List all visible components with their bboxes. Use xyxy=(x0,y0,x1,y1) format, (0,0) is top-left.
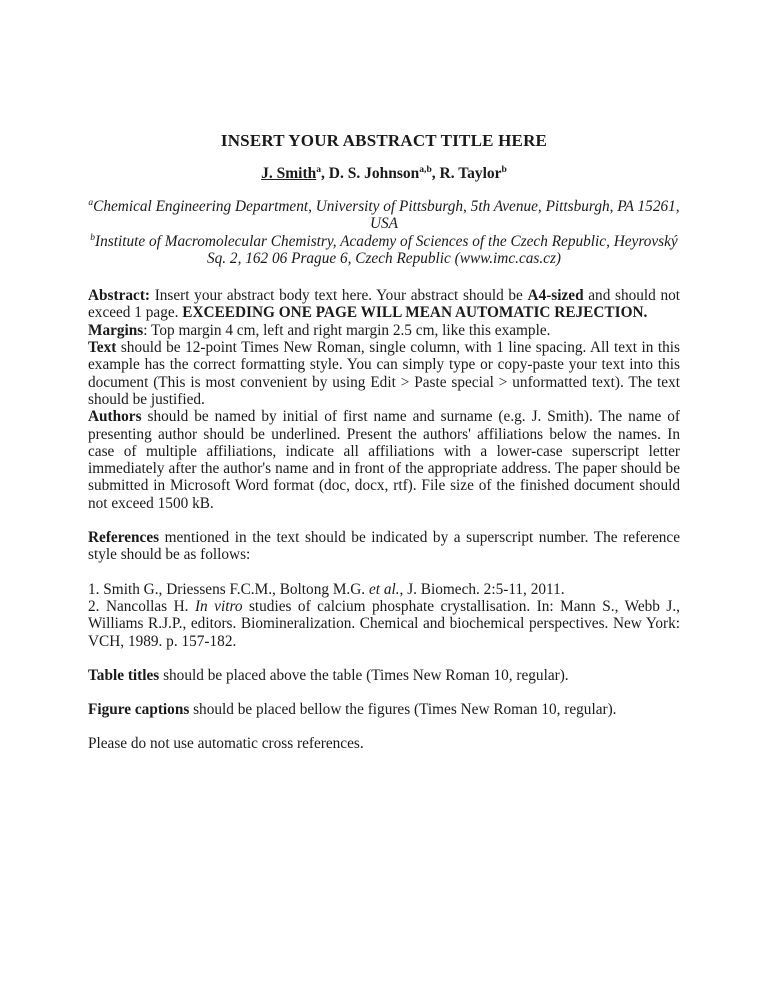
text-run: , R. Taylor xyxy=(431,165,502,182)
text-run: J. Smith xyxy=(261,165,317,182)
paragraph-margins xyxy=(88,322,680,339)
text-run: , J. Biomech. 2:5-11, 2011. xyxy=(399,580,565,598)
text-run: EXCEEDING ONE PAGE WILL MEAN AUTOMATIC REJECTION. xyxy=(182,304,648,322)
document-body xyxy=(88,287,680,753)
paragraph-abstract xyxy=(88,287,680,322)
affiliations-block xyxy=(88,198,680,267)
text-run: a xyxy=(88,197,94,208)
reference-1 xyxy=(88,581,680,598)
text-run: et al. xyxy=(368,580,400,598)
text-run: : Top margin 4 cm, left and right margin 2.5 cm, like this example. xyxy=(143,321,551,339)
text-run: b xyxy=(90,232,96,243)
text-run: Institute of Macromolecular Chemistry, Academy of Sciences of the Czech Republic, Heyrovský Sq. 2, 162 06 Prague 6, Czech Republic (www.imc.cas.cz) xyxy=(95,232,678,267)
paragraph-cross-references xyxy=(88,735,680,752)
text-run: should be 12-point Times New Roman, single column, with 1 line spacing. All text in this example has the correct formatting style. You can simply type or copy-paste your text into this document (This is most convenient by using Edit > Paste special > unformatted text). The text should be justified. xyxy=(88,339,680,408)
text-run: , D. S. Johnson xyxy=(321,165,420,182)
text-run: should be placed bellow the figures (Times New Roman 10, regular). xyxy=(189,701,617,719)
text-run: Text xyxy=(88,339,117,357)
text-run: A4-sized xyxy=(527,287,584,305)
text-run: should be placed above the table (Times New Roman 10, regular). xyxy=(159,666,569,684)
authors-line xyxy=(88,164,680,183)
text-run: Margins xyxy=(88,321,144,339)
paragraph-figure-captions xyxy=(88,701,680,718)
text-run: Abstract: xyxy=(88,287,151,305)
text-run: Chemical Engineering Department, University of Pittsburgh, 5th Avenue, Pittsburgh, PA 15261, USA xyxy=(93,198,680,233)
abstract-title: INSERT YOUR ABSTRACT TITLE HERE xyxy=(220,131,548,150)
text-run: mentioned in the text should be indicated by a superscript number. The reference style should be as follows: xyxy=(88,529,680,564)
paragraph-authors xyxy=(88,408,680,512)
text-run: b xyxy=(501,163,507,175)
text-run: 1. Smith G., Driessens F.C.M., Boltong M.G. xyxy=(88,580,369,598)
text-run: Figure captions xyxy=(88,701,190,719)
text-run: a xyxy=(316,163,322,175)
reference-2 xyxy=(88,598,680,650)
text-run: and should not exceed 1 page. xyxy=(88,287,681,322)
text-run: Authors xyxy=(88,408,142,426)
text-run: 2. Nancollas H. xyxy=(88,597,195,615)
paragraph-text xyxy=(88,339,680,408)
text-run: Table titles xyxy=(88,666,160,684)
paragraph-table-titles xyxy=(88,667,680,684)
text-run: studies of calcium phosphate crystallisation. In: Mann S., Webb J., Williams R.J.P., editors. Biomineralization. Chemical and biochemical perspectives. New York: VCH, 1989. p. 157-182. xyxy=(88,597,681,650)
text-run: should be named by initial of first name and surname (e.g. J. Smith). The name of presenting author should be underlined. Present the authors' affiliations below the names. In case of multiple affiliations, indicate all affiliations with a lower-case superscript letter immediately after the author's name and in front of the appropriate address. The paper should be submitted in Microsoft Word format (doc, docx, rtf). File size of the finished document should not exceed 1500 kB. xyxy=(88,408,680,512)
text-run: References xyxy=(88,529,160,547)
text-run: Please do not use automatic cross references. xyxy=(88,735,364,753)
text-run: a,b xyxy=(419,163,432,175)
affiliation-a xyxy=(88,198,680,233)
text-run: In vitro xyxy=(194,597,243,615)
paragraph-references xyxy=(88,529,680,564)
text-run: Insert your abstract body text here. Your abstract should be xyxy=(150,287,528,305)
affiliation-b xyxy=(88,233,680,268)
